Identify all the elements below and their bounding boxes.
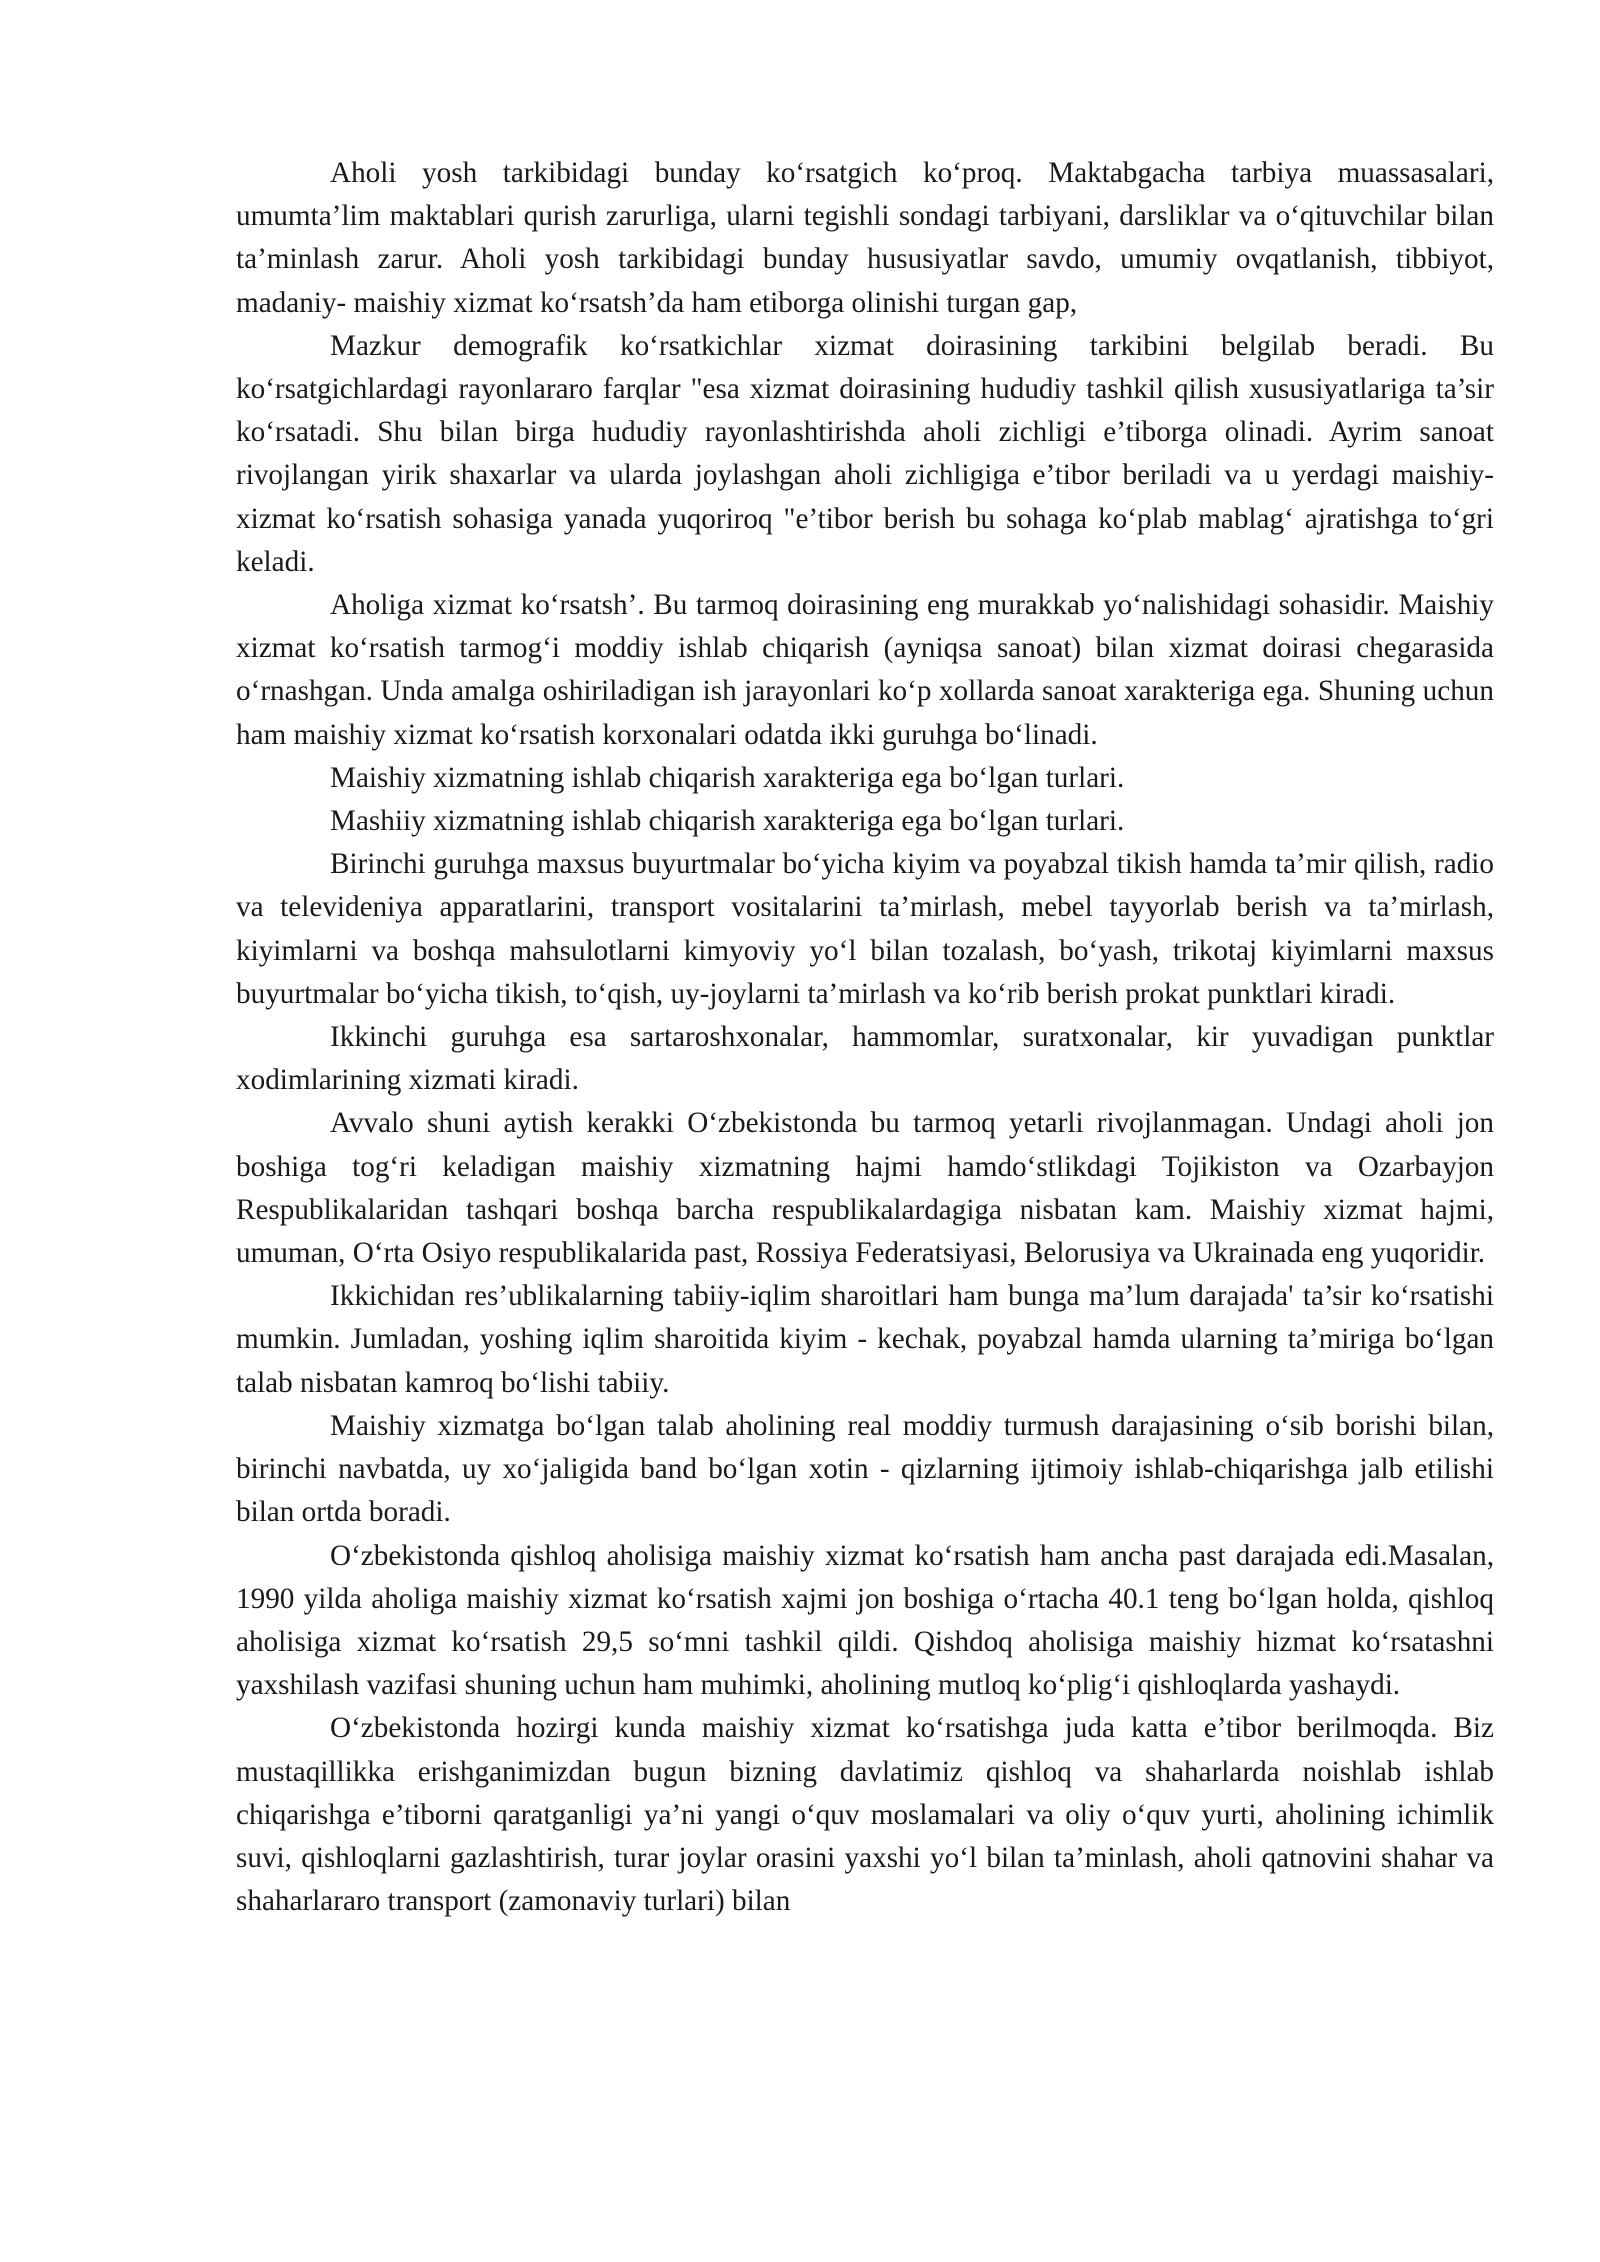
paragraph-11: O‘zbekistonda qishloq aholisiga maishiy xizmat ko‘rsatish ham ancha past darajada edi.Masalan, 1990 yilda aholiga maishiy xizmat ko‘rsatish xajmi jon boshiga o‘rtacha 40.1 teng bo‘lgan holda, qishloq aholisiga xizmat ko‘rsatish 29,5 so‘mni tashkil qildi. Qishdoq aholisiga maishiy hizmat ko‘rsatashni yaxshilash vazifasi shuning uchun ham muhimki, aholining mutloq ko‘plig‘i qishloqlarda yashaydi. (236, 1539, 1494, 1702)
paragraph-3: Aholiga xizmat ko‘rsatsh’. Bu tarmoq doirasining eng murakkab yo‘nalishidagi sohasidir. Maishiy xizmat ko‘rsatish tarmog‘i moddiy ishlab chiqarish (ayniqsa sanoat) bilan xizmat doirasi chegarasida o‘rnashgan. Unda amalga oshiriladigan ish jarayonlari ko‘p xollarda sanoat xarakteriga ega. Shuning uchun ham maishiy xizmat ko‘rsatish korxonalari odatda ikki guruhga bo‘linadi. (236, 589, 1494, 751)
document-page (236, 152, 1494, 1923)
paragraph-8: Avvalo shuni aytish kerakki O‘zbekistonda bu tarmoq yetarli rivojlanmagan. Undagi aholi jon boshiga tog‘ri keladigan maishiy xizmatning hajmi hamdo‘stlikdagi Tojikiston va Ozarbayjon Respublikalaridan tashqari boshqa barcha respublikalardagiga nisbatan kam. Maishiy xizmat hajmi, umuman, O‘rta Osiyo respublikalarida past, Rossiya Federatsiyasi, Belorusiya va Ukrainada eng yuqoridir. (236, 1107, 1494, 1270)
paragraph-10: Maishiy xizmatga bo‘lgan talab aholining real moddiy turmush darajasining o‘sib borishi bilan, birinchi navbatda, uy xo‘jaligida band bo‘lgan xotin - qizlarning ijtimoiy ishlab-chiqarishga jalb etilishi bilan ortda boradi. (236, 1409, 1494, 1529)
paragraph-2: Mazkur demografik ko‘rsatkichlar xizmat doirasining tarkibini belgilab beradi. Bu ko‘rsatgichlardagi rayonlararo farqlar "esa xizmat doirasining hududiy tashkil qilish xususiyatlariga ta’sir ko‘rsatadi. Shu bilan birga hududiy rayonlashtirishda aholi zichligi e’tiborga olinadi. Ayrim sanoat rivojlangan yirik shaxarlar va ularda joylashgan aholi zichligiga e’tibor beriladi va u yerdagi maishiy-xizmat ko‘rsatish sohasiga yanada yuqoriroq "e’tibor berish bu sohaga ko‘plab mablag‘ ajratishga to‘gri keladi. (236, 329, 1494, 578)
paragraph-9: Ikkichidan res’ublikalarning tabiiy-iqlim sharoitlari ham bunga ma’lum darajada' ta’sir ko‘rsatishi mumkin. Jumladan, yoshing iqlim sharoitida kiyim - kechak, poyabzal hamda ularning ta’miriga bo‘lgan talab nisbatan kamroq bo‘lishi tabiiy. (236, 1280, 1494, 1399)
paragraph-7: Ikkinchi guruhga esa sartaroshxonalar, hammomlar, suratxonalar, kir yuvadigan punktlar xodimlarining xizmati kiradi. (236, 1021, 1494, 1097)
paragraph-12: O‘zbekistonda hozirgi kunda maishiy xizmat ko‘rsatishga juda katta e’tibor berilmoqda. Biz mustaqillikka erishganimizdan bugun bizning davlatimiz qishloq va shaharlarda noishlab ishlab chiqarishga e’tiborni qaratganligi ya’ni yangi o‘quv moslamalari va oliy o‘quv yurti, aholining ichimlik suvi, qishloqlarni gazlashtirish, turar joylar orasini yaxshi yo‘l bilan ta’minlash, aholi qatnovini shahar va shaharlararo transport (zamonaviy turlari) bilan (236, 1712, 1494, 1918)
paragraph-6: Birinchi guruhga maxsus buyurtmalar bo‘yicha kiyim va poyabzal tikish hamda ta’mir qilish, radio va televideniya apparatlarini, transport vositalarini ta’mirlash, mebel tayyorlab berish va ta’mirlash, kiyimlarni va boshqa mahsulotlarni kimyoviy yo‘l bilan tozalash, bo‘yash, trikotaj kiyimlarni maxsus buyurtmalar bo‘yicha tikish, to‘qish, uy-joylarni ta’mirlash va ko‘rib berish prokat punktlari kiradi. (236, 848, 1494, 1010)
paragraph-1: Aholi yosh tarkibidagi bunday ko‘rsatgich ko‘proq. Maktabgacha tarbiya muassasalari, umumta’lim maktablari qurish zarurliga, ularni tegishli sondagi tarbiyani, darsliklar va o‘qituvchilar bilan ta’minlash zarur. Aholi yosh tarkibidagi bunday hususiyatlar savdo, umumiy ovqatlanish, tibbiyot, madaniy- maishiy xizmat ko‘rsatsh’da ham etiborga olinishi turgan gap, (236, 157, 1494, 319)
paragraph-5: Mashiiy xizmatning ishlab chiqarish xarakteriga ega bo‘lgan turlari. (330, 805, 1125, 838)
paragraph-4: Maishiy xizmatning ishlab chiqarish xarakteriga ega bo‘lgan turlari. (330, 761, 1125, 794)
